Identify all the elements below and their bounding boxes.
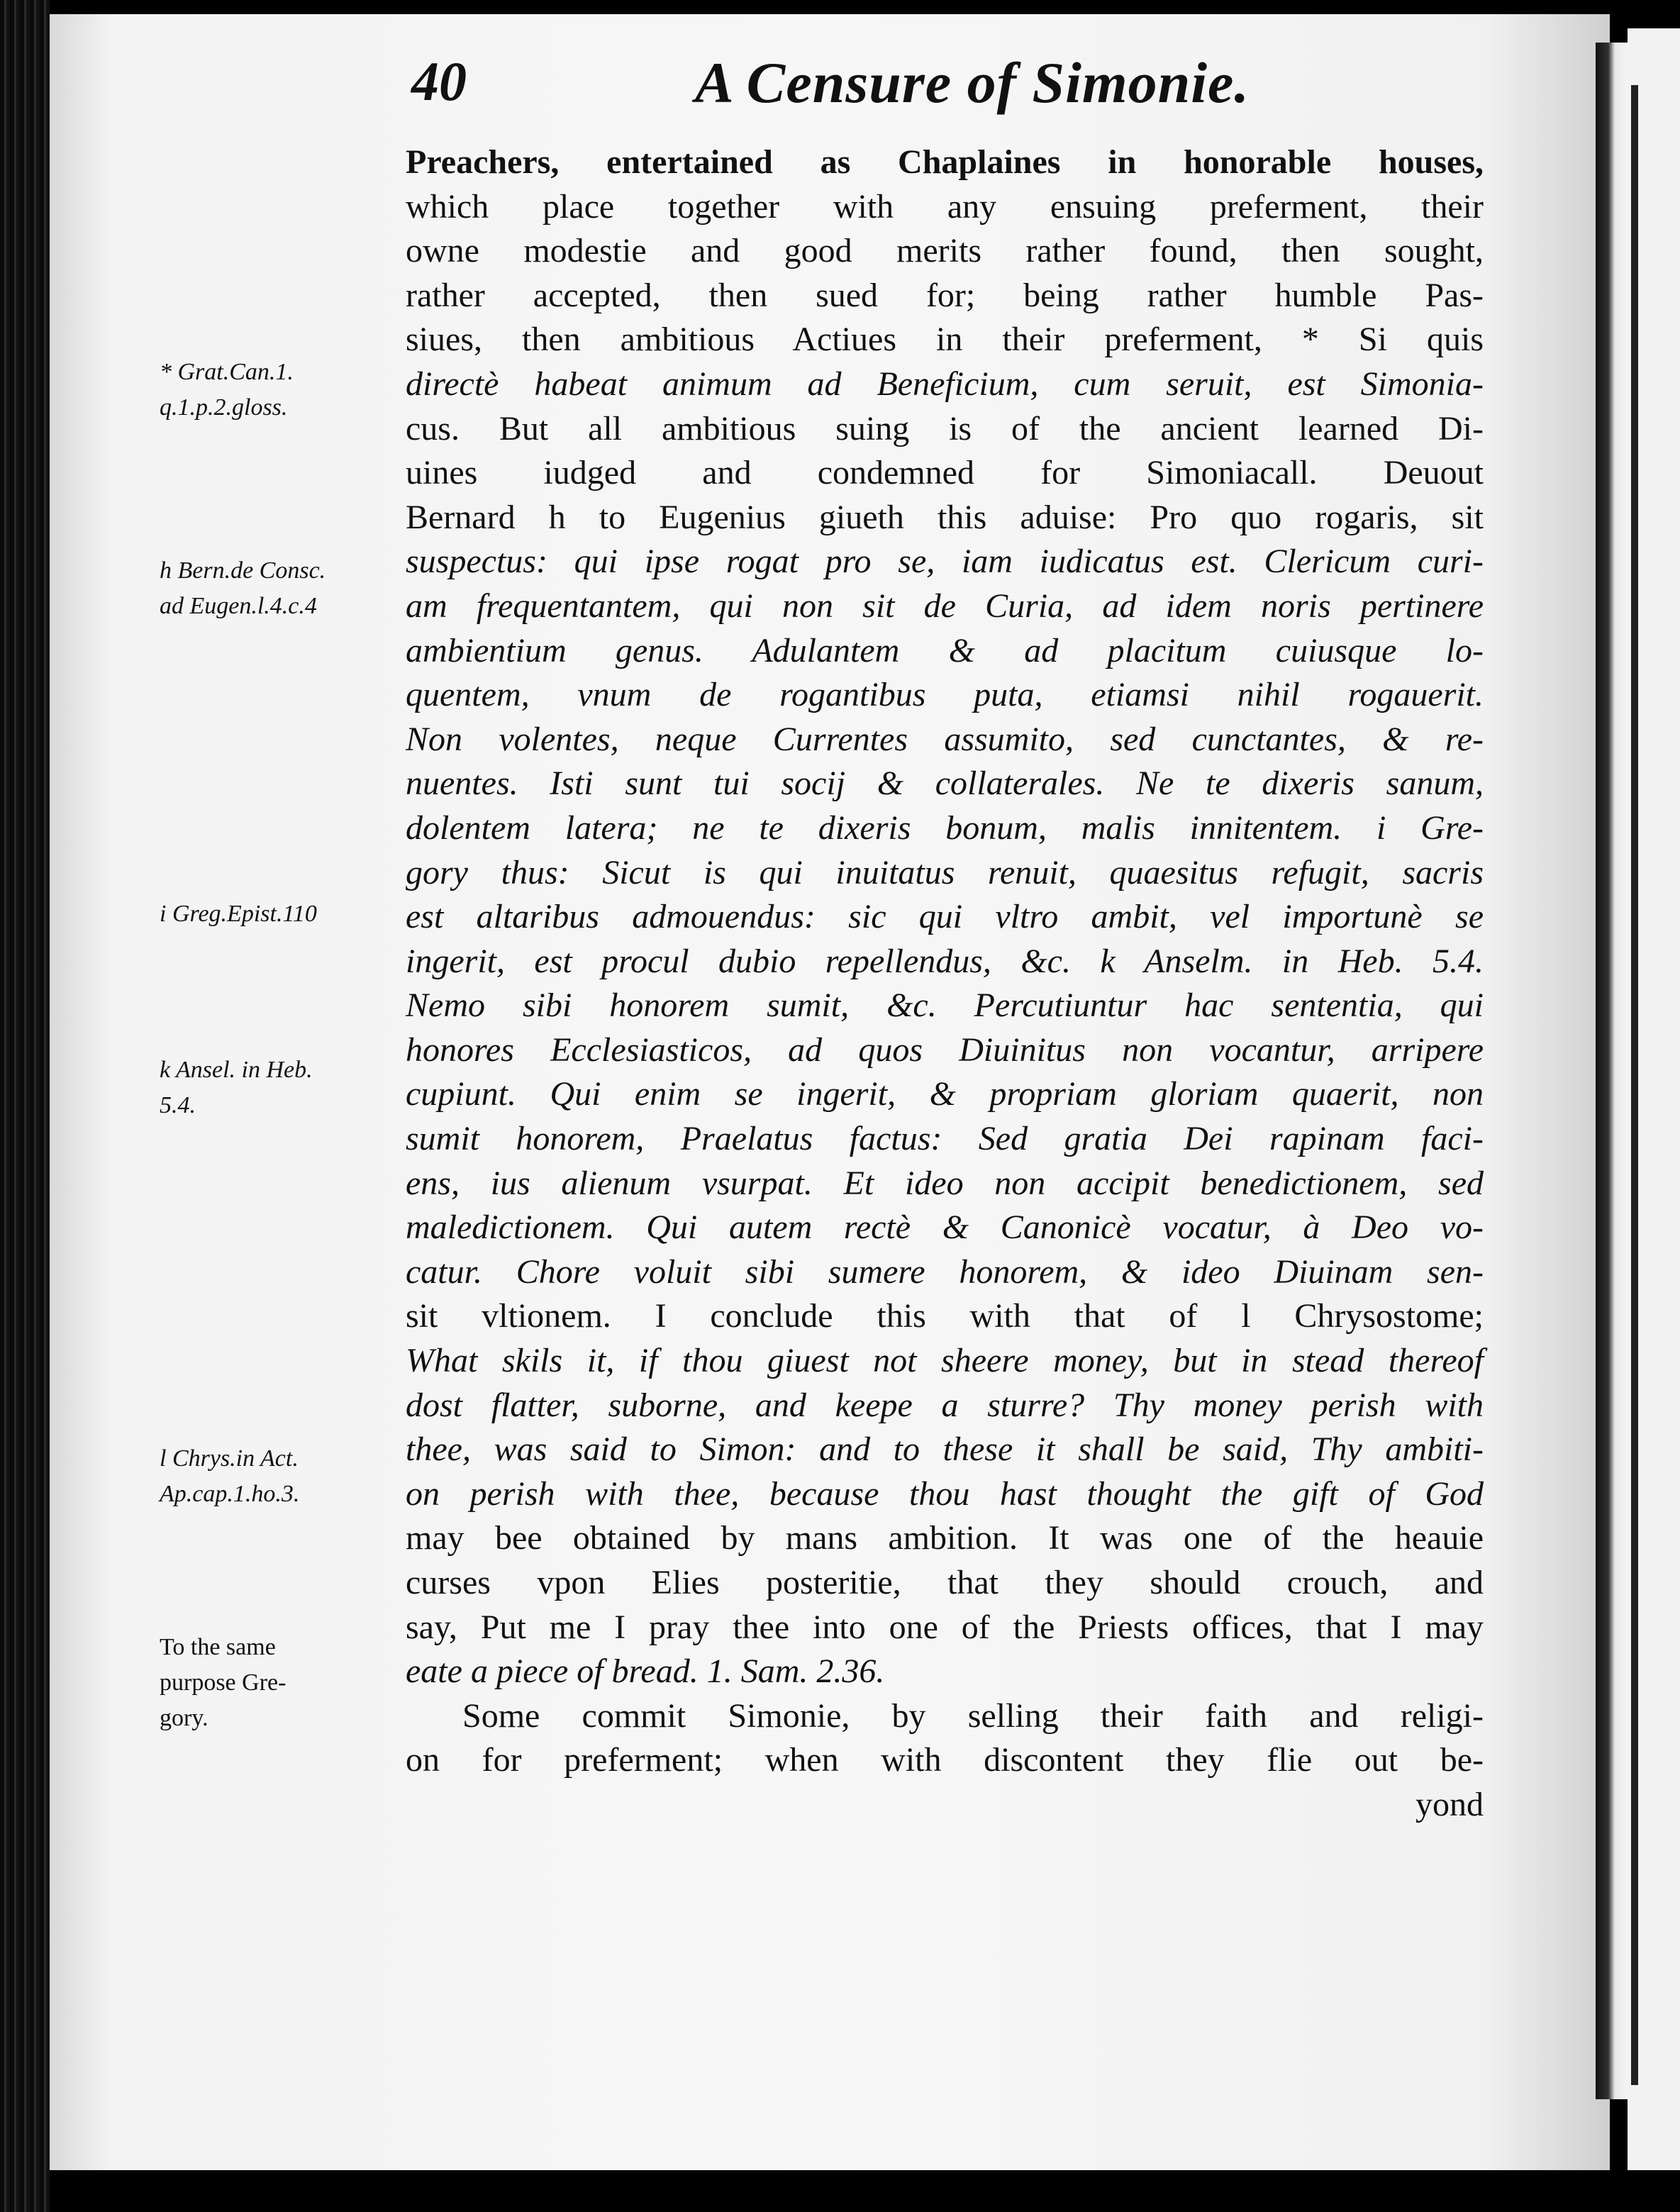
text-line: maledictionem. Qui autem rectè & Canonicè vocatur, à Deo vo- (406, 1208, 1484, 1247)
page-number: 40 (411, 50, 467, 112)
running-title: A Censure of Simonie. (695, 50, 1250, 115)
margin-note-chrysostom (160, 1441, 401, 1512)
book-binding-edge (0, 0, 50, 2212)
text-line: What skils it, if thou giuest not sheere money, but in stead thereof (406, 1342, 1484, 1380)
margin-note-line: * Grat.Can.1. (160, 359, 294, 385)
text-line: cupiunt. Qui enim se ingerit, & propriam gloriam quaerit, non (406, 1075, 1484, 1113)
text-line: Non volentes, neque Currentes assumito, sed cunctantes, & re- (406, 720, 1484, 758)
margin-note-line: h Bern.de Consc. (160, 557, 326, 584)
text-line: sit vltionem. I conclude this with that of l Chrysostome; (406, 1297, 1484, 1335)
text-line: thee, was said to Simon: and to these it shall be said, Thy ambiti- (406, 1430, 1484, 1469)
text-line: sumit honorem, Praelatus factus: Sed gratia Dei rapinam faci- (406, 1120, 1484, 1158)
facing-page-border (1631, 85, 1638, 2085)
text-line: gory thus: Sicut is qui inuitatus renuit, quaesitus refugit, sacris (406, 853, 1484, 891)
margin-note-line: gory. (160, 1705, 208, 1731)
text-line: quentem, vnum de rogantibus puta, etiamsi nihil rogauerit. (406, 676, 1484, 714)
book-gutter (1596, 43, 1628, 2099)
margin-note-line: Ap.cap.1.ho.3. (160, 1481, 300, 1507)
margin-note-line: k Ansel. in Heb. (160, 1057, 313, 1083)
text-line: suspectus: qui ipse rogat pro se, iam iudicatus est. Clericum curi- (406, 543, 1484, 581)
text-line: directè habeat animum ad Beneficium, cum seruit, est Simonia- (406, 365, 1484, 403)
text-line: dolentem latera; ne te dixeris bonum, malis innitentem. i Gre- (406, 808, 1484, 847)
margin-note-gregory (160, 896, 401, 932)
text-line: Preachers, entertained as Chaplaines in honorable houses, (406, 143, 1484, 181)
text-line: say, Put me I pray thee into one of the Priests offices, that I may (406, 1608, 1484, 1646)
margin-note-gratian (160, 355, 401, 426)
margin-note-bernard (160, 553, 401, 624)
body-text (406, 140, 1484, 1828)
margin-note-line: ad Eugen.l.4.c.4 (160, 593, 317, 619)
margin-note-line: q.1.p.2.gloss. (160, 394, 288, 421)
text-line: may bee obtained by mans ambition. It was one of the heauie (406, 1519, 1484, 1557)
text-line: uines iudged and condemned for Simoniacall. Deuout (406, 454, 1484, 492)
text-line: Nemo sibi honorem sumit, &c. Percutiuntur hac sententia, qui (406, 986, 1484, 1025)
text-line: rather accepted, then sued for; being rather humble Pas- (406, 276, 1484, 314)
text-line: ingerit, est procul dubio repellendus, &c. k Anselm. in Heb. 5.4. (406, 942, 1484, 980)
catchword: yond (1415, 1785, 1484, 1823)
text-line: Some commit Simonie, by selling their faith and religi- (462, 1696, 1484, 1735)
margin-note-line: purpose Gre- (160, 1669, 287, 1696)
text-line: honores Ecclesiasticos, ad quos Diuinitus non vocantur, arripere (406, 1030, 1484, 1069)
margin-note-line: l Chrys.in Act. (160, 1445, 299, 1472)
text-line: eate a piece of bread. 1. Sam. 2.36. (406, 1652, 885, 1691)
text-line: curses vpon Elies posteritie, that they should crouch, and (406, 1564, 1484, 1601)
text-line: catur. Chore voluit sibi sumere honorem, & ideo Diuinam sen- (406, 1252, 1484, 1291)
margin-note-gregory-purpose (160, 1630, 401, 1736)
text-line: owne modestie and good merits rather found, then sought, (406, 232, 1484, 270)
text-line: which place together with any ensuing preferment, their (406, 187, 1484, 226)
text-line: cus. But all ambitious suing is of the ancient learned Di- (406, 409, 1484, 448)
text-line: am frequentantem, qui non sit de Curia, ad idem noris pertinere (406, 587, 1484, 625)
text-line: est altaribus admouendus: sic qui vltro ambit, vel importunè se (406, 898, 1484, 936)
text-line: on for preferment; when with discontent they flie out be- (406, 1741, 1484, 1779)
margin-note-line: To the same (160, 1634, 276, 1660)
page-header (397, 50, 1503, 128)
text-line: siues, then ambitious Actiues in their preferment, * Si quis (406, 321, 1484, 359)
text-line: nuentes. Isti sunt tui socij & collaterales. Ne te dixeris sanum, (406, 765, 1484, 803)
text-line: ambientium genus. Adulantem & ad placitum cuiusque lo- (406, 631, 1484, 669)
text-line: dost flatter, suborne, and keepe a sturre? Thy money perish with (406, 1386, 1484, 1424)
text-line: Bernard h to Eugenius giueth this aduise: Pro quo rogaris, sit (406, 498, 1484, 536)
margin-note-anselm (160, 1052, 401, 1123)
margin-note-line: i Greg.Epist.110 (160, 901, 317, 927)
text-line: on perish with thee, because thou hast thought the gift of God (406, 1474, 1484, 1513)
text-line: ens, ius alienum vsurpat. Et ideo non accipit benedictionem, sed (406, 1164, 1484, 1202)
margin-note-line: 5.4. (160, 1092, 196, 1118)
